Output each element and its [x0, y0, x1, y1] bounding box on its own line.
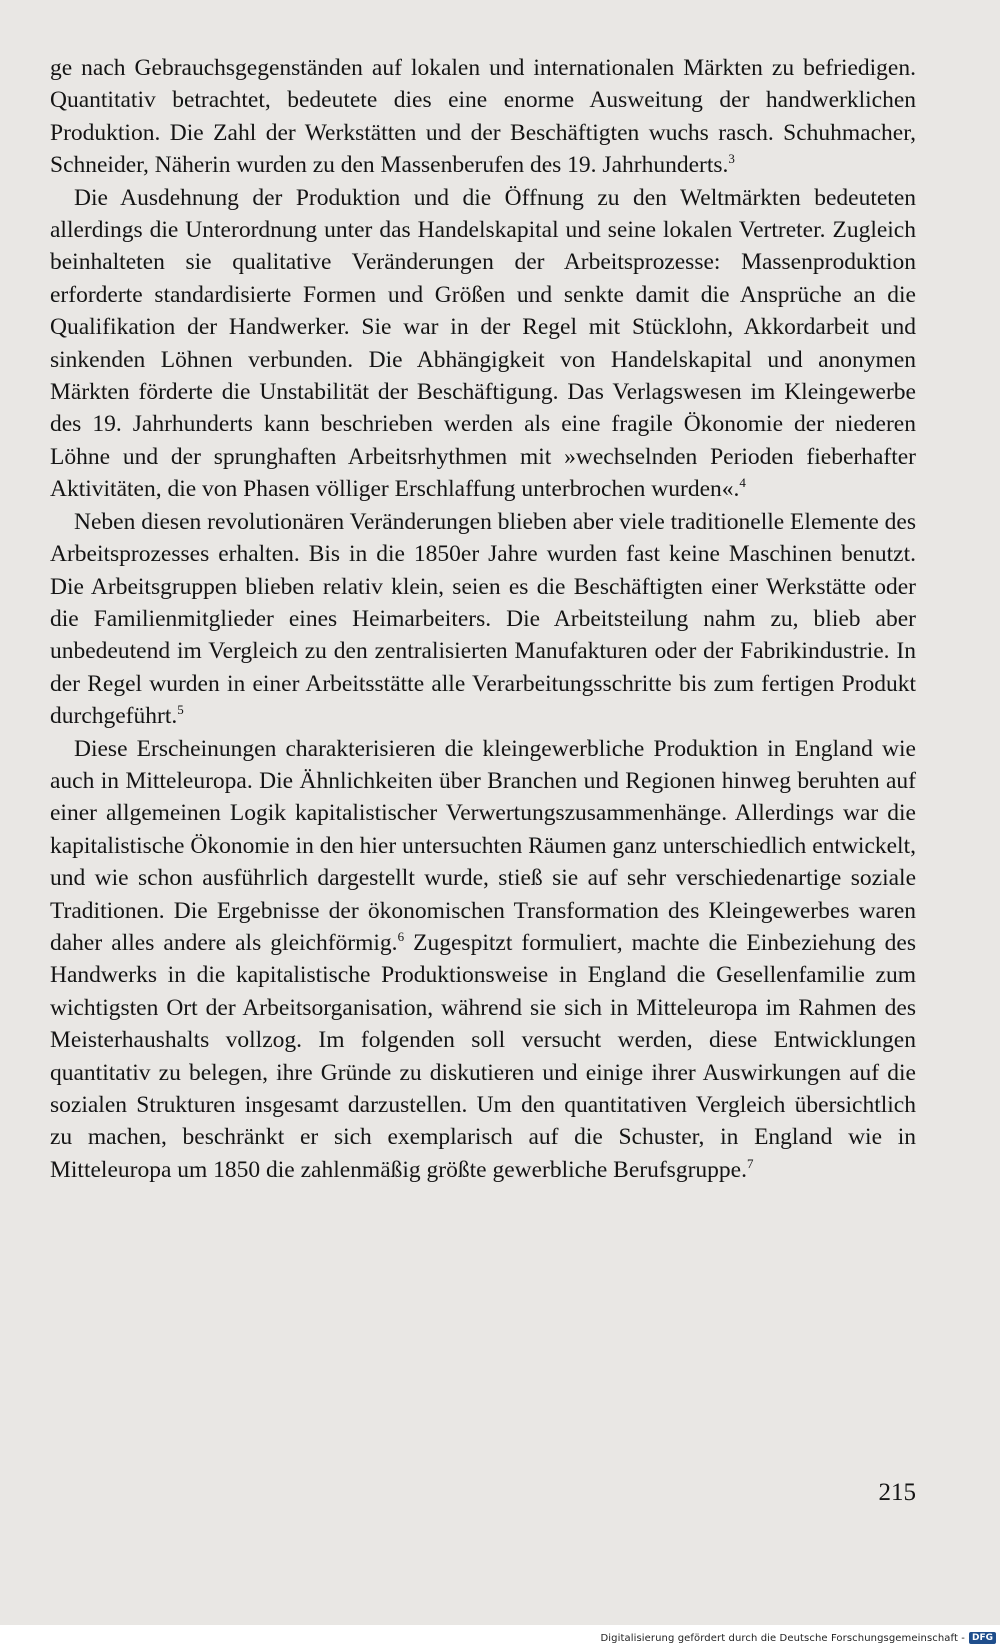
paragraph [50, 52, 916, 182]
footnote-marker: 7 [746, 1155, 754, 1171]
paragraph [50, 733, 916, 1187]
page-number: 215 [878, 1479, 916, 1506]
paragraph-text: ge nach Gebrauchsgegenständen auf lokalen und internationalen Märkten zu befriedigen. Quantitativ betrachtet, bedeutete dies eine enorme Ausweitung der handwerklichen Produktion. Die Zahl der Werkstätten und der Beschäftigten wuchs rasch. Schuhmacher, Schneider, Näherin wurden zu den Massenberufen des 19. Jahrhunderts. [50, 55, 916, 179]
footnote-marker: 4 [739, 475, 746, 491]
paragraph-text: Diese Erscheinungen charakterisieren die kleingewerbliche Produktion in England wie auch in Mitteleuropa. Die Ähnlichkeiten über Branchen und Regionen hinweg beruhten auf einer allgemeinen Logik kapitalistischer Verwertungszusammenhänge. Allerdings war die kapitalistische Ökonomie in den hier untersuchten Räumen ganz unterschiedlich entwickelt, und wie schon ausführlich dargestellt wurde, stieß sie auf sehr verschiedenartige soziale Traditionen. Die Ergebnisse der ökonomischen Transformation des Kleingewerbes waren daher alles andere als gleichförmig. [50, 735, 916, 956]
paragraph-text: Die Ausdehnung der Produktion und die Öffnung zu den Weltmärkten bedeuteten allerdings die Unterordnung unter das Handelskapital und seine lokalen Vertreter. Zugleich beinhalteten sie qualitative Veränderungen der Arbeitsprozesse: Massenproduktion erforderte standardisierte Formen und Größen und senkte damit die Ansprüche an die Qualifikation der Handwerker. Sie war in der Regel mit Stücklohn, Akkordarbeit und sinkenden Löhnen verbunden. Die Abhängigkeit von Handelskapital und anonymen Märkten förderte die Unstabilität der Beschäftigung. Das Verlagswesen im Kleingewerbe des 19. Jahrhunderts kann beschrieben werden als eine fragile Ökonomie der niederen Löhne und der sprunghaften Arbeitsrhythmen mit »wechselnden Perioden fieberhafter Aktivitäten, die von Phasen völliger Erschlaffung unterbrochen wurden«. [50, 184, 916, 503]
paragraph [50, 506, 916, 733]
dfg-logo: DFG [969, 1632, 996, 1644]
body-text [50, 52, 916, 1186]
footer-credit-text: Digitalisierung gefördert durch die Deutsche Forschungsgemeinschaft - [600, 1632, 965, 1644]
paragraph [50, 182, 916, 506]
paragraph-text: Neben diesen revolutionären Veränderungen blieben aber viele traditionelle Elemente des Arbeitsprozesses erhalten. Bis in die 1850er Jahre wurden fast keine Maschinen benutzt. Die Arbeitsgruppen blieben relativ klein, seien es die Beschäftigten einer Werkstätte oder die Familienmitglieder eines Heimarbeiters. Die Arbeitsteilung nahm zu, blieb aber unbedeutend im Vergleich zu den zentralisierten Manufakturen oder der Fabrikindustrie. In der Regel wurden in einer Arbeitsstätte alle Verarbeitungsschritte bis zum fertigen Produkt durchgeführt. [50, 508, 916, 730]
footnote-marker: 6 [397, 928, 405, 944]
footnote-marker: 5 [177, 702, 184, 718]
footnote-marker: 3 [728, 151, 735, 167]
digitization-footer [0, 1625, 1000, 1651]
paragraph-text: Zugespitzt formuliert, machte die Einbeziehung des Handwerks in die kapitalistische Produktionsweise in England die Gesellenfamilie zum wichtigsten Ort der Arbeitsorganisation, während sie sich in Mitteleuropa im Rahmen des Meisterhaushalts vollzog. Im folgenden soll versucht werden, diese Entwicklungen quantitativ zu belegen, ihre Gründe zu diskutieren und einige ihrer Auswirkungen auf die sozialen Strukturen insgesamt darzustellen. Um den quantitativen Vergleich übersichtlich zu machen, beschränkt er sich exemplarisch auf die Schuster, in England wie in Mitteleuropa um 1850 die zahlenmäßig größte gewerbliche Berufsgruppe. [50, 929, 916, 1183]
